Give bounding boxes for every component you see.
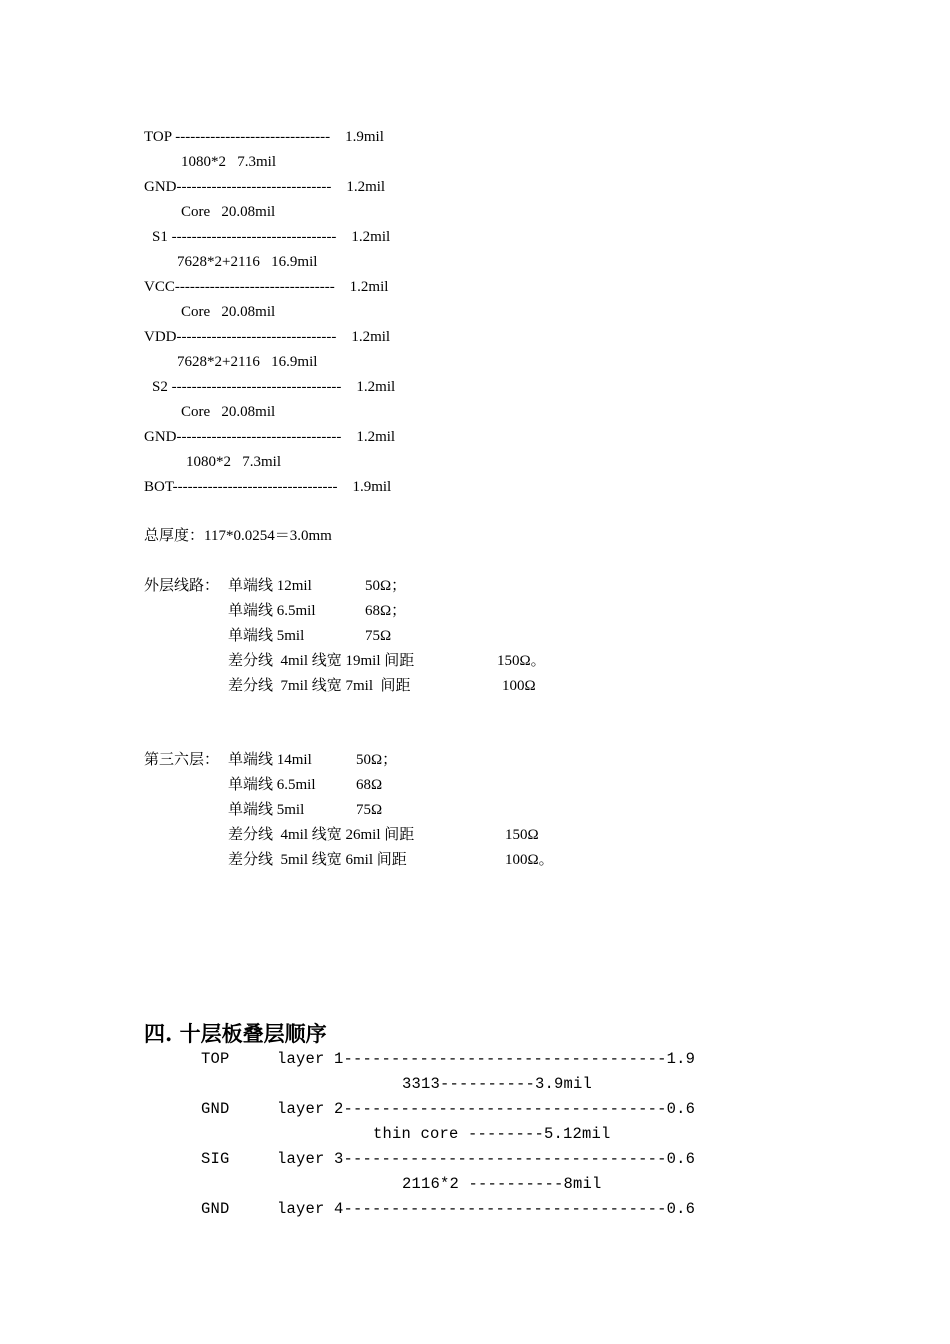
impedance-value: 68Ω； xyxy=(365,603,407,619)
impedance-spec: 单端线 5mil xyxy=(228,802,305,818)
stackup-line: thin core --------5.12mil xyxy=(373,1125,611,1143)
stackup-line: 1080*2 7.3mil xyxy=(186,454,282,470)
total-thickness: 总厚度：117*0.0254＝3.0mm xyxy=(144,528,332,544)
stackup-line: Core 20.08mil xyxy=(181,404,276,420)
stackup-line: 3313----------3.9mil xyxy=(402,1075,593,1093)
stackup-line: TOP ------------------------------- 1.9mil xyxy=(144,129,384,145)
stackup-line: VCC-------------------------------- 1.2mil xyxy=(144,279,389,295)
impedance-spec: 单端线 6.5mil xyxy=(228,777,316,793)
impedance-spec: 差分线 7mil 线宽 7mil 间距 xyxy=(228,678,411,694)
outer-layer-label: 外层线路： xyxy=(144,578,220,594)
stackup-line: TOP layer 1----------------------------------1.9 xyxy=(201,1050,696,1068)
section-heading: 四. 十层板叠层顺序 xyxy=(144,1021,327,1046)
impedance-spec: 单端线 12mil xyxy=(228,578,312,594)
impedance-value: 100Ω。 xyxy=(505,852,554,868)
impedance-value: 50Ω； xyxy=(365,578,407,594)
stackup-line: S1 --------------------------------- 1.2mil xyxy=(152,229,391,245)
impedance-spec: 差分线 5mil 线宽 6mil 间距 xyxy=(228,852,407,868)
stackup-line: 7628*2+2116 16.9mil xyxy=(177,254,318,270)
impedance-spec: 差分线 4mil 线宽 19mil 间距 xyxy=(228,653,415,669)
stackup-line: 7628*2+2116 16.9mil xyxy=(177,354,318,370)
impedance-value: 150Ω xyxy=(505,827,539,843)
stackup-line: GND layer 4----------------------------------0.6 xyxy=(201,1200,696,1218)
impedance-value: 75Ω xyxy=(356,802,383,818)
impedance-value: 100Ω xyxy=(502,678,536,694)
stackup-line: VDD-------------------------------- 1.2mil xyxy=(144,329,391,345)
layer36-label: 第三六层： xyxy=(144,752,220,768)
impedance-value: 75Ω xyxy=(365,628,392,644)
stackup-line: GND layer 2----------------------------------0.6 xyxy=(201,1100,696,1118)
impedance-value: 150Ω。 xyxy=(497,653,546,669)
impedance-value: 50Ω； xyxy=(356,752,398,768)
stackup-line: Core 20.08mil xyxy=(181,304,276,320)
stackup-line: S2 ---------------------------------- 1.2mil xyxy=(152,379,396,395)
impedance-spec: 单端线 14mil xyxy=(228,752,312,768)
stackup-line: Core 20.08mil xyxy=(181,204,276,220)
impedance-spec: 单端线 6.5mil xyxy=(228,603,316,619)
impedance-value: 68Ω xyxy=(356,777,383,793)
stackup-line: SIG layer 3----------------------------------0.6 xyxy=(201,1150,696,1168)
stackup-line: 2116*2 ----------8mil xyxy=(402,1175,602,1193)
stackup-line: GND------------------------------- 1.2mil xyxy=(144,179,386,195)
stackup-line: BOT--------------------------------- 1.9mil xyxy=(144,479,392,495)
impedance-spec: 差分线 4mil 线宽 26mil 间距 xyxy=(228,827,415,843)
stackup-line: GND--------------------------------- 1.2mil xyxy=(144,429,396,445)
stackup-line: 1080*2 7.3mil xyxy=(181,154,277,170)
impedance-spec: 单端线 5mil xyxy=(228,628,305,644)
